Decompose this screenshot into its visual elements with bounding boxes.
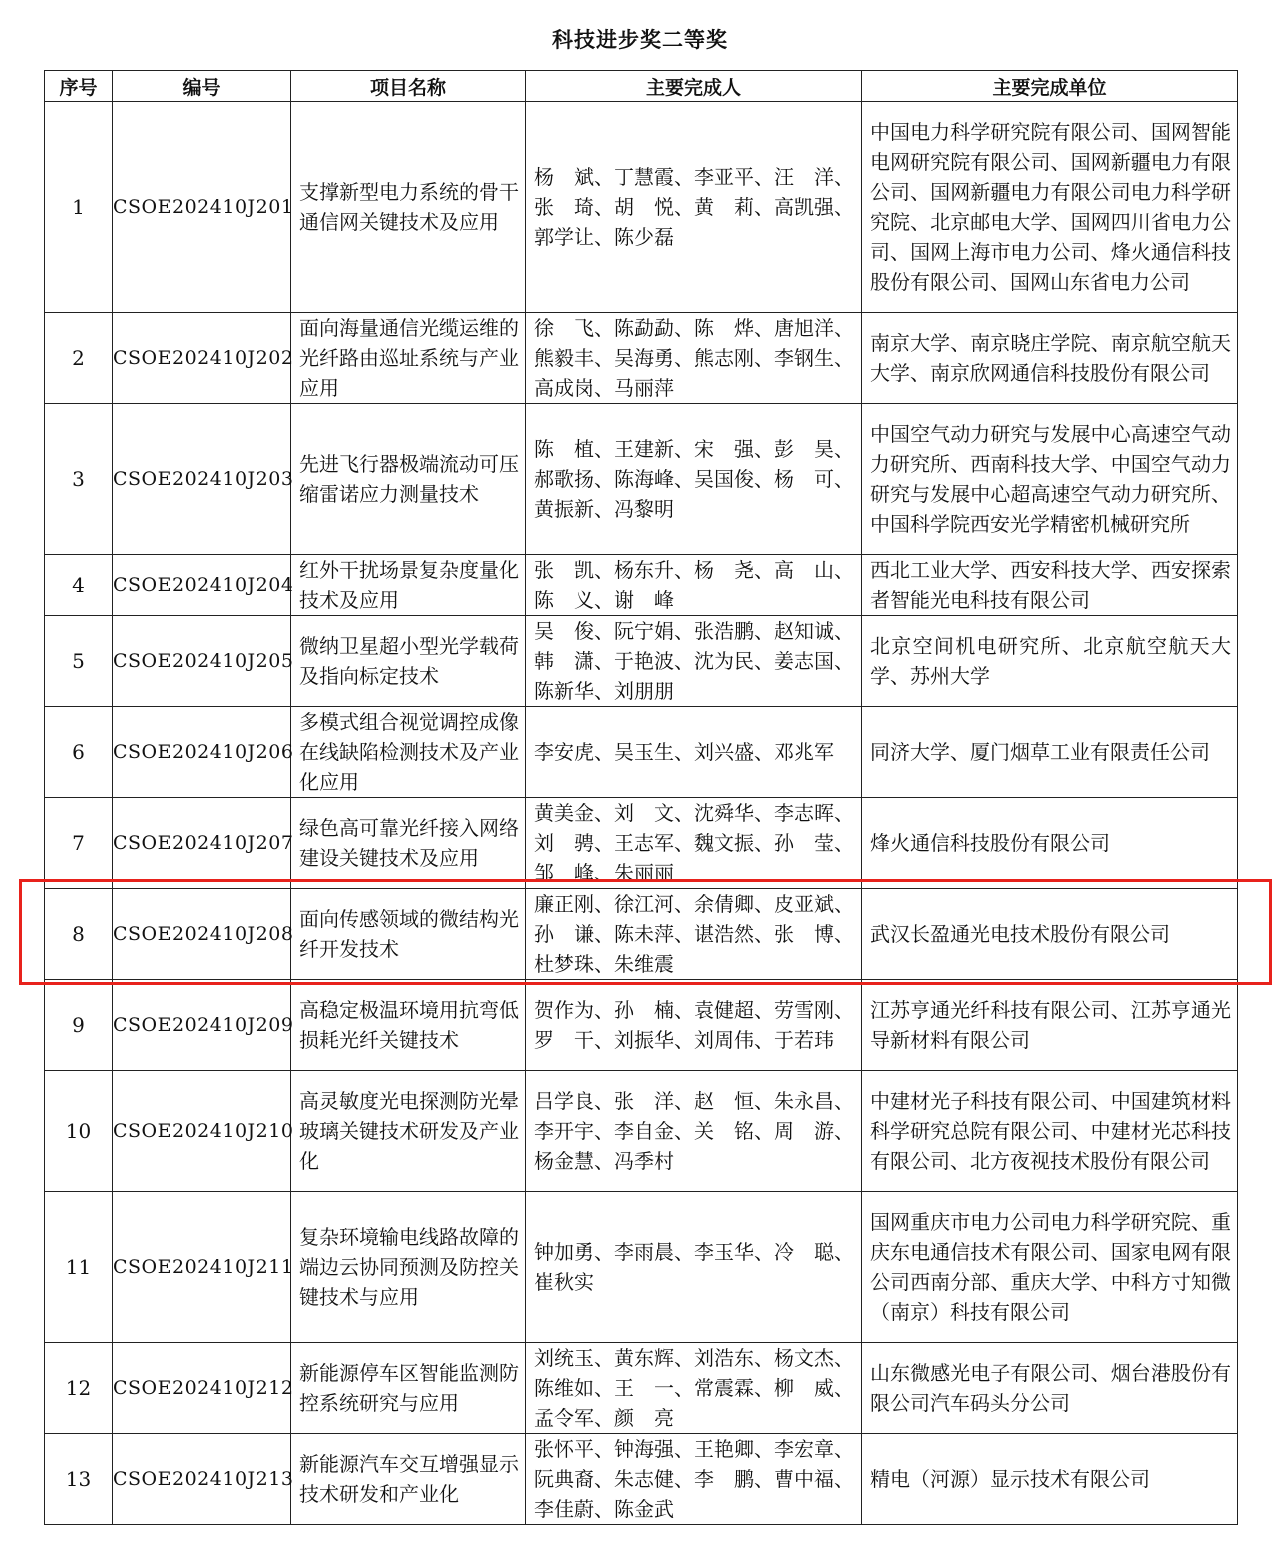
row-index: 7: [45, 798, 113, 889]
row-index: 11: [45, 1192, 113, 1343]
row-people: 陈 植、王建新、宋 强、彭 昊、郝歌扬、陈海峰、吴国俊、杨 可、黄振新、冯黎明: [526, 404, 862, 555]
row-project-name: 多模式组合视觉调控成像在线缺陷检测技术及产业化应用: [291, 707, 526, 798]
row-code: CSOE202410J206: [113, 707, 291, 798]
table-row: [45, 1343, 1238, 1434]
row-project-name: 红外干扰场景复杂度量化技术及应用: [291, 555, 526, 616]
row-units: 中国空气动力研究与发展中心高速空气动力研究所、西南科技大学、中国空气动力研究与发展中心超高速空气动力研究所、中国科学院西安光学精密机械研究所: [862, 404, 1238, 555]
row-project-name: 高稳定极温环境用抗弯低损耗光纤关键技术: [291, 980, 526, 1071]
header-project-name: 项目名称: [291, 71, 526, 102]
row-units: 同济大学、厦门烟草工业有限责任公司: [862, 707, 1238, 798]
row-code: CSOE202410J210: [113, 1071, 291, 1192]
row-code: CSOE202410J203: [113, 404, 291, 555]
table-row: [45, 404, 1238, 555]
row-index: 12: [45, 1343, 113, 1434]
row-code: CSOE202410J208: [113, 889, 291, 980]
row-people: 张 凯、杨东升、杨 尧、高 山、陈 义、谢 峰: [526, 555, 862, 616]
row-people: 廉正刚、徐江河、余倩卿、皮亚斌、孙 谦、陈未萍、谌浩然、张 博、杜梦珠、朱维震: [526, 889, 862, 980]
row-units: 烽火通信科技股份有限公司: [862, 798, 1238, 889]
row-code: CSOE202410J212: [113, 1343, 291, 1434]
row-index: 5: [45, 616, 113, 707]
row-index: 2: [45, 313, 113, 404]
row-index: 13: [45, 1434, 113, 1525]
award-table: [44, 70, 1238, 1525]
row-project-name: 先进飞行器极端流动可压缩雷诺应力测量技术: [291, 404, 526, 555]
table-row: [45, 798, 1238, 889]
row-people: 贺作为、孙 楠、袁健超、劳雪刚、罗 干、刘振华、刘周伟、于若玮: [526, 980, 862, 1071]
table-row: [45, 616, 1238, 707]
row-code: CSOE202410J205: [113, 616, 291, 707]
row-project-name: 绿色高可靠光纤接入网络建设关键技术及应用: [291, 798, 526, 889]
header-index: 序号: [45, 71, 113, 102]
row-code: CSOE202410J209: [113, 980, 291, 1071]
row-code: CSOE202410J201: [113, 102, 291, 313]
row-index: 3: [45, 404, 113, 555]
row-people: 李安虎、吴玉生、刘兴盛、邓兆军: [526, 707, 862, 798]
row-units: 武汉长盈通光电技术股份有限公司: [862, 889, 1238, 980]
row-index: 6: [45, 707, 113, 798]
table-row: [45, 1192, 1238, 1343]
row-project-name: 新能源停车区智能监测防控系统研究与应用: [291, 1343, 526, 1434]
row-code: CSOE202410J211: [113, 1192, 291, 1343]
row-index: 9: [45, 980, 113, 1071]
row-project-name: 新能源汽车交互增强显示技术研发和产业化: [291, 1434, 526, 1525]
page-title: 科技进步奖二等奖: [552, 28, 728, 52]
row-code: CSOE202410J213: [113, 1434, 291, 1525]
table-row: [45, 980, 1238, 1071]
header-main-people: 主要完成人: [526, 71, 862, 102]
row-units: 国网重庆市电力公司电力科学研究院、重庆东电通信技术有限公司、国家电网有限公司西南分部、重庆大学、中科方寸知微（南京）科技有限公司: [862, 1192, 1238, 1343]
row-units: 山东微感光电子有限公司、烟台港股份有限公司汽车码头分公司: [862, 1343, 1238, 1434]
row-project-name: 微纳卫星超小型光学载荷及指向标定技术: [291, 616, 526, 707]
row-project-name: 面向传感领域的微结构光纤开发技术: [291, 889, 526, 980]
header-main-units: 主要完成单位: [862, 71, 1238, 102]
row-project-name: 复杂环境输电线路故障的端边云协同预测及防控关键技术与应用: [291, 1192, 526, 1343]
row-project-name: 支撑新型电力系统的骨干通信网关键技术及应用: [291, 102, 526, 313]
table-row: [45, 102, 1238, 313]
row-code: CSOE202410J202: [113, 313, 291, 404]
header-code: 编号: [113, 71, 291, 102]
row-index: 8: [45, 889, 113, 980]
row-units: 江苏亨通光纤科技有限公司、江苏亨通光导新材料有限公司: [862, 980, 1238, 1071]
table-row: [45, 313, 1238, 404]
row-project-name: 高灵敏度光电探测防光晕玻璃关键技术研发及产业化: [291, 1071, 526, 1192]
table-row: [45, 555, 1238, 616]
table-header-row: [45, 71, 1238, 102]
row-units: 南京大学、南京晓庄学院、南京航空航天大学、南京欣网通信科技股份有限公司: [862, 313, 1238, 404]
row-project-name: 面向海量通信光缆运维的光纤路由巡址系统与产业应用: [291, 313, 526, 404]
row-people: 杨 斌、丁慧霞、李亚平、汪 洋、张 琦、胡 悦、黄 莉、高凯强、郭学让、陈少磊: [526, 102, 862, 313]
table-row: [45, 707, 1238, 798]
row-people: 钟加勇、李雨晨、李玉华、冷 聪、崔秋实: [526, 1192, 862, 1343]
row-index: 4: [45, 555, 113, 616]
row-code: CSOE202410J207: [113, 798, 291, 889]
row-index: 10: [45, 1071, 113, 1192]
row-code: CSOE202410J204: [113, 555, 291, 616]
table-row: [45, 889, 1238, 980]
row-people: 吴 俊、阮宁娟、张浩鹏、赵知诚、韩 潇、于艳波、沈为民、姜志国、陈新华、刘朋朋: [526, 616, 862, 707]
table-row: [45, 1434, 1238, 1525]
row-units: 北京空间机电研究所、北京航空航天大学、苏州大学: [862, 616, 1238, 707]
row-units: 西北工业大学、西安科技大学、西安探索者智能光电科技有限公司: [862, 555, 1238, 616]
row-index: 1: [45, 102, 113, 313]
table-row: [45, 1071, 1238, 1192]
row-units: 中建材光子科技有限公司、中国建筑材料科学研究总院有限公司、中建材光芯科技有限公司、北方夜视技术股份有限公司: [862, 1071, 1238, 1192]
row-people: 张怀平、钟海强、王艳卿、李宏章、阮典裔、朱志健、李 鹏、曹中福、李佳蔚、陈金武: [526, 1434, 862, 1525]
row-people: 吕学良、张 洋、赵 恒、朱永昌、李开宇、李自金、关 铭、周 游、杨金慧、冯季村: [526, 1071, 862, 1192]
row-people: 徐 飞、陈勐勐、陈 烨、唐旭洋、熊毅丰、吴海勇、熊志刚、李钢生、高成岗、马丽萍: [526, 313, 862, 404]
row-units: 中国电力科学研究院有限公司、国网智能电网研究院有限公司、国网新疆电力有限公司、国网新疆电力有限公司电力科学研究院、北京邮电大学、国网四川省电力公司、国网上海市电力公司、烽火通信科技股份有限公司、国网山东省电力公司: [862, 102, 1238, 313]
row-people: 刘统玉、黄东辉、刘浩东、杨文杰、陈维如、王 一、常震霖、柳 威、孟令军、颜 亮: [526, 1343, 862, 1434]
row-people: 黄美金、刘 文、沈舜华、李志晖、刘 骋、王志军、魏文振、孙 莹、邹 峰、朱丽丽: [526, 798, 862, 889]
row-units: 精电（河源）显示技术有限公司: [862, 1434, 1238, 1525]
